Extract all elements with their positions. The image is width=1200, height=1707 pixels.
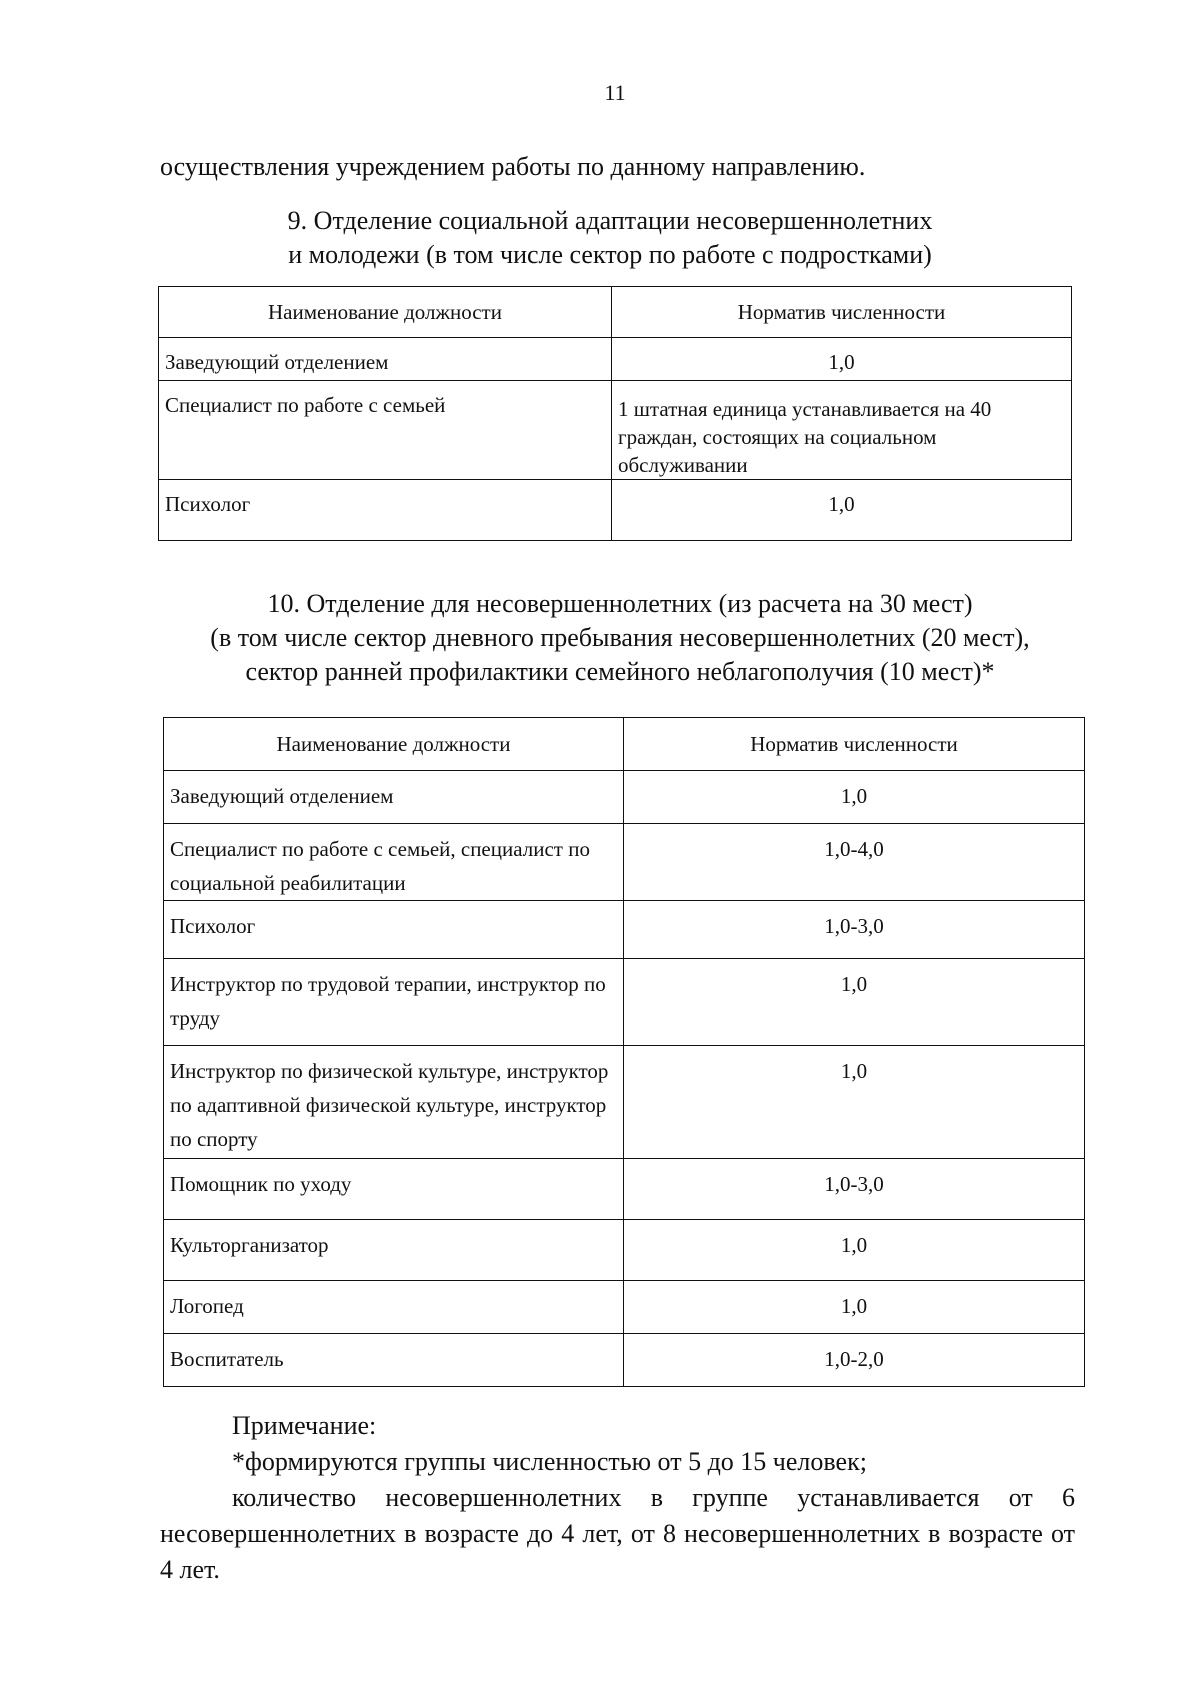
note-title: Примечание: [232, 1411, 377, 1440]
table-row [159, 480, 1072, 541]
norm-cell: 1,0 [624, 959, 1085, 1046]
section-10-heading-line: (в том числе сектор дневного пребывания несовершеннолетних (20 мест), [210, 623, 1030, 652]
section-9-heading-line: 9. Отделение социальной адаптации несовершеннолетних [287, 206, 933, 235]
section-10-heading-line: сектор ранней профилактики семейного неблагополучия (10 мест)* [245, 657, 995, 686]
position-cell: Заведующий отделением [159, 338, 612, 381]
position-cell: Заведующий отделением [164, 771, 624, 824]
position-cell: Инструктор по физической культуре, инструктор по адаптивной физической культуре, инструктор по спорту [164, 1046, 624, 1159]
note-line: *формируются группы численностью от 5 до 15 человек; [232, 1447, 867, 1476]
note-block [160, 1408, 1075, 1588]
norm-cell: 1,0 [612, 480, 1072, 541]
norm-cell: 1,0 [612, 338, 1072, 381]
table-row [159, 338, 1072, 381]
position-cell: Инструктор по трудовой терапии, инструктор по труду [164, 959, 624, 1046]
table-row [164, 959, 1085, 1046]
norm-cell: 1,0 [624, 1281, 1085, 1334]
page-number: 11 [604, 80, 626, 105]
norm-cell: 1,0-2,0 [624, 1334, 1085, 1387]
norm-cell: 1,0 [624, 771, 1085, 824]
position-cell: Логопед [164, 1281, 624, 1334]
column-header-norm: Норматив численности [612, 287, 1072, 338]
table-row [159, 381, 1072, 480]
position-cell: Специалист по работе с семьей [159, 381, 612, 480]
norm-cell: 1,0-4,0 [624, 824, 1085, 901]
norm-cell: 1,0 [624, 1220, 1085, 1281]
section-9-heading-line: и молодежи (в том числе сектор по работе с подростками) [288, 240, 932, 269]
section-10-heading-line: 10. Отделение для несовершеннолетних (из расчета на 30 мест) [267, 589, 973, 618]
column-header-position: Наименование должности [159, 287, 612, 338]
table-row [164, 824, 1085, 901]
table-row [164, 771, 1085, 824]
table-header-row [164, 718, 1085, 771]
table-row [164, 1046, 1085, 1159]
norm-cell: 1,0-3,0 [624, 901, 1085, 959]
section-10-heading [0, 587, 1200, 689]
table-row [164, 1159, 1085, 1220]
table-row [164, 1334, 1085, 1387]
position-cell: Психолог [164, 901, 624, 959]
table-row [164, 1281, 1085, 1334]
section-10-table [163, 717, 1085, 1387]
section-9-table [158, 286, 1072, 541]
note-line: количество несовершеннолетних в группе устанавливается от 6 несовершеннолетних в возрасте до 4 лет, от 8 несовершеннолетних в возрасте от 4 лет. [160, 1483, 1075, 1584]
table-row [164, 901, 1085, 959]
position-cell: Воспитатель [164, 1334, 624, 1387]
position-cell: Специалист по работе с семьей, специалист по социальной реабилитации [164, 824, 624, 901]
column-header-norm: Норматив численности [624, 718, 1085, 771]
position-cell: Психолог [159, 480, 612, 541]
norm-cell: 1,0 [624, 1046, 1085, 1159]
position-cell: Культорганизатор [164, 1220, 624, 1281]
intro-line: осуществления учреждением работы по данному направлению. [160, 152, 866, 181]
column-header-position: Наименование должности [164, 718, 624, 771]
norm-cell: 1 штатная единица устанавливается на 40 граждан, состоящих на социальном обслуживании [612, 381, 1072, 480]
norm-cell: 1,0-3,0 [624, 1159, 1085, 1220]
table-row [164, 1220, 1085, 1281]
position-cell: Помощник по уходу [164, 1159, 624, 1220]
section-9-heading [0, 204, 1200, 272]
table-header-row [159, 287, 1072, 338]
